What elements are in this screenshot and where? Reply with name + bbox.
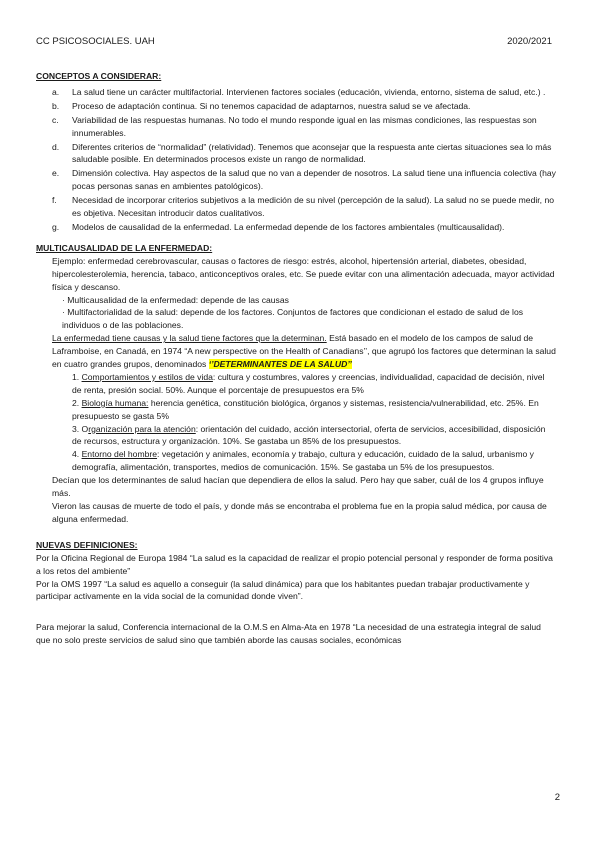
vieron-paragraph: Vieron las causas de muerte de todo el país, y donde más se encontraba el problema fue en la propia salud médica, por causa de alguna enfermedad.: [52, 501, 547, 524]
determinante-number: 2.: [72, 397, 82, 408]
determinante-text: : cultura y costumbres, valores y creencias, individualidad, capacidad de decisión, nivel de renta, presión social. 50%. Aunque el porcentaje de presupuestos era 5%: [72, 371, 545, 395]
concepto-text: Dimensión colectiva. Hay aspectos de la salud que no van a depender de nosotros. La salud tiene una influencia colectiva (hay pocas personas sanas en ambientes patológicos).: [72, 168, 556, 192]
concepto-item: [36, 141, 556, 167]
concepto-item: [36, 167, 556, 193]
determinante-item: [36, 397, 556, 423]
header-course: CC PSICOSOCIALES. UAH: [36, 36, 155, 47]
determinante-item: [36, 371, 556, 397]
determinante-text: : vegetación y animales, economía y trabajo, cultura y educación, cuidado de la salud, urbanismo y demografía, alimentación, transportes, medios de comunicación. 15%. Se gastaba un 5% de los presupuestos.: [72, 449, 534, 473]
decian-paragraph: Decían que los determinantes de salud hacían que dependiera de ellos la salud. Pero hay que saber, cuál de los 4 grupos influye más.: [52, 475, 544, 499]
bullet-multifactorialidad: · Multifactorialidad de la salud: depende de los factores. Conjuntos de factores que condicionan el estado de salud de los individuos o de las poblaciones.: [62, 307, 524, 331]
list-marker: b.: [52, 100, 60, 111]
list-marker: c.: [52, 114, 59, 125]
intro-rest: Está basado en el modelo de los campos de salud de Laframboise, en Canadá, en 1974 “A new perspective on the Health of Canadians’’, que agrupó los factores que determinan la salud en cuatro grandes grupos, denominados: [52, 333, 556, 370]
ejemplo-paragraph: Ejemplo: enfermedad cerebrovascular, causas o factores de riesgo: estrés, alcohol, hipertensión arterial, diabetes, obesidad, hipercolesterolemia, herencia, tabaco, anticonceptivos orales, etc. Se puede evitar con una alimentación adecuada, mayor actividad física y descanso.: [52, 255, 555, 292]
concepto-item: [36, 86, 556, 99]
concepto-item: [36, 194, 556, 220]
definicion-oms: Por la OMS 1997 “La salud es aquello a conseguir (la salud dinámica) para que los habitantes puedan trabajar productivamente y participar activamente en la vida social de la comunidad donde viven”.: [36, 578, 530, 602]
determinante-number: 4.: [72, 449, 82, 460]
determinantes-highlight: ‘’DETERMINANTES DE LA SALUD’’: [208, 359, 352, 370]
section-title-multicausalidad: MULTICAUSALIDAD DE LA ENFERMEDAD:: [36, 242, 213, 253]
determinante-item: [36, 423, 556, 449]
determinantes-list: [36, 371, 556, 474]
determinante-title: Biología humana:: [81, 397, 149, 408]
concepto-text: Modelos de causalidad de la enfermedad. La enfermedad depende de los factores ambientales (multicausalidad).: [72, 221, 505, 232]
determinante-title: Comportamientos y estilos de vida: [81, 371, 213, 382]
determinante-text: : orientación del cuidado, acción intersectorial, oferta de servicios, accesibilidad, disposición de recursos, estructura y organización. 10%. Se gastaba un 85% de los presupuestos.: [72, 423, 546, 447]
list-marker: d.: [52, 141, 60, 152]
bullet-multicausalidad: · Multicausalidad de la enfermedad: depende de las causas: [62, 294, 289, 305]
conceptos-list: [36, 86, 556, 234]
page-number: 2: [554, 792, 560, 803]
concepto-item: [36, 221, 556, 234]
section-title-conceptos: CONCEPTOS A CONSIDERAR:: [36, 71, 162, 81]
list-marker: a.: [52, 86, 60, 97]
concepto-item: [36, 114, 556, 140]
determinante-number: 3. O: [72, 423, 89, 434]
concepto-text: La salud tiene un carácter multifactorial. Intervienen factores sociales (educación, vivienda, entorno, sistema de salud, etc.) .: [72, 86, 546, 97]
determinante-item: [36, 448, 556, 474]
concepto-text: Proceso de adaptación continua. Si no tenemos capacidad de adaptarnos, nuestra salud se ve afectada.: [72, 100, 471, 111]
list-marker: e.: [52, 168, 60, 179]
concepto-text: Variabilidad de las respuestas humanas. No todo el mundo responde igual en las mismas condiciones, las respuestas son innumerables.: [72, 114, 537, 138]
list-marker: g.: [52, 221, 60, 232]
concepto-item: [36, 100, 556, 113]
section-title-nuevas: NUEVAS DEFINICIONES:: [36, 539, 138, 550]
intro-underlined: La enfermedad tiene causas y la salud tiene factores que la determinan.: [52, 333, 327, 344]
document-body: [36, 70, 556, 647]
list-marker: f.: [52, 195, 57, 206]
determinante-number: 1.: [72, 371, 82, 382]
concepto-text: Diferentes criterios de “normalidad” (relatividad). Tenemos que aconsejar que la respuesta ante ciertas situaciones sea lo más saludable posible. En determinados procesos existe un rango de normalidad.: [72, 141, 552, 165]
determinante-text: herencia genética, constitución biológica, órganos y sistemas, resistencia/vulnerabilidad, etc. 25%. En presupuesto se gasta 5%: [72, 397, 539, 421]
definicion-europa: Por la Oficina Regional de Europa 1984 “La salud es la capacidad de realizar el propio potencial personal y responder de forma positiva a los retos del ambiente”: [36, 552, 553, 576]
determinante-title: Entorno del hombre: [81, 449, 158, 460]
determinante-title: rganización para la atención: [88, 423, 196, 434]
determinantes-intro: [36, 332, 556, 371]
concepto-text: Necesidad de incorporar criterios subjetivos a la medición de su nivel (percepción de la salud). La salud no se puede medir, no es objetiva. Necesitan introducir datos cualitativos.: [72, 195, 555, 219]
alma-ata-paragraph: Para mejorar la salud, Conferencia internacional de la O.M.S en Alma-Ata en 1978 “La necesidad de una estrategia integral de salud que no solo preste servicios de salud sino que también aborde las causas sociales, económicas: [36, 622, 541, 646]
header-year: 2020/2021: [507, 36, 552, 47]
